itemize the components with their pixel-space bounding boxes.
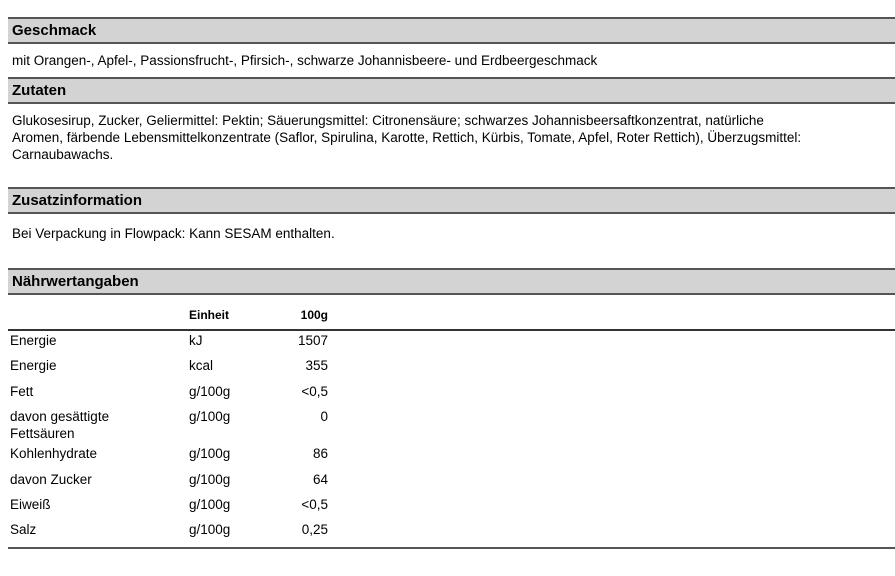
nutrient-name: Energie — [10, 358, 57, 373]
additional-text: Bei Verpackung in Flowpack: Kann SESAM enthalten. — [12, 226, 335, 241]
nutrient-name: Salz — [10, 522, 37, 537]
nutrient-value: 0 — [320, 409, 328, 424]
nutrient-unit: kJ — [189, 333, 203, 348]
section-title: Zutaten — [12, 82, 67, 99]
ingredients-line: Glukosesirup, Zucker, Geliermittel: Pektin; Säuerungsmittel: Citronensäure; schwarzes Johannisbeersaftkonzentrat, natürliche — [12, 113, 764, 128]
nutrient-name: davon gesättigte — [10, 409, 110, 424]
column-header-unit: Einheit — [189, 308, 230, 322]
nutrient-value: <0,5 — [301, 384, 328, 399]
section-header-ingredients — [8, 77, 895, 104]
nutrient-name: Eiweiß — [10, 497, 51, 512]
section-title: Nährwertangaben — [12, 273, 139, 290]
section-title: Zusatzinformation — [12, 192, 142, 209]
nutrient-unit: g/100g — [189, 497, 231, 512]
nutrient-unit: g/100g — [189, 384, 231, 399]
nutrient-name: Kohlenhydrate — [10, 446, 98, 461]
table-bottom-divider — [8, 547, 895, 549]
nutrient-name-continued: Fettsäuren — [10, 426, 75, 441]
nutrient-unit: g/100g — [189, 409, 231, 424]
nutrient-value: <0,5 — [301, 497, 328, 512]
nutrient-value: 86 — [312, 446, 328, 461]
nutrient-value: 0,25 — [301, 522, 328, 537]
section-header-flavour — [8, 17, 895, 44]
nutrient-name: davon Zucker — [10, 472, 92, 487]
nutrient-name: Energie — [10, 333, 57, 348]
ingredients-line: Carnaubawachs. — [12, 147, 114, 162]
section-header-additional — [8, 187, 895, 214]
flavour-text: mit Orangen-, Apfel-, Passionsfrucht-, Pfirsich-, schwarze Johannisbeere- und Erdbeergeschmack — [12, 53, 598, 68]
column-header-value: 100g — [300, 308, 328, 322]
nutrient-unit: g/100g — [189, 472, 231, 487]
table-header-divider — [8, 329, 895, 331]
section-title: Geschmack — [12, 22, 97, 39]
nutrient-value: 355 — [305, 358, 328, 373]
nutrient-value: 1507 — [297, 333, 328, 348]
nutrient-value: 64 — [312, 472, 328, 487]
nutrient-unit: g/100g — [189, 446, 231, 461]
nutrient-unit: kcal — [189, 358, 214, 373]
section-header-nutrition — [8, 268, 895, 295]
ingredients-line: Aromen, färbende Lebensmittelkonzentrate (Saflor, Spirulina, Karotte, Rettich, Kürbis, Tomate, Apfel, Roter Rettich), Überzugsmittel: — [12, 130, 802, 145]
nutrient-name: Fett — [10, 384, 34, 399]
nutrient-unit: g/100g — [189, 522, 231, 537]
